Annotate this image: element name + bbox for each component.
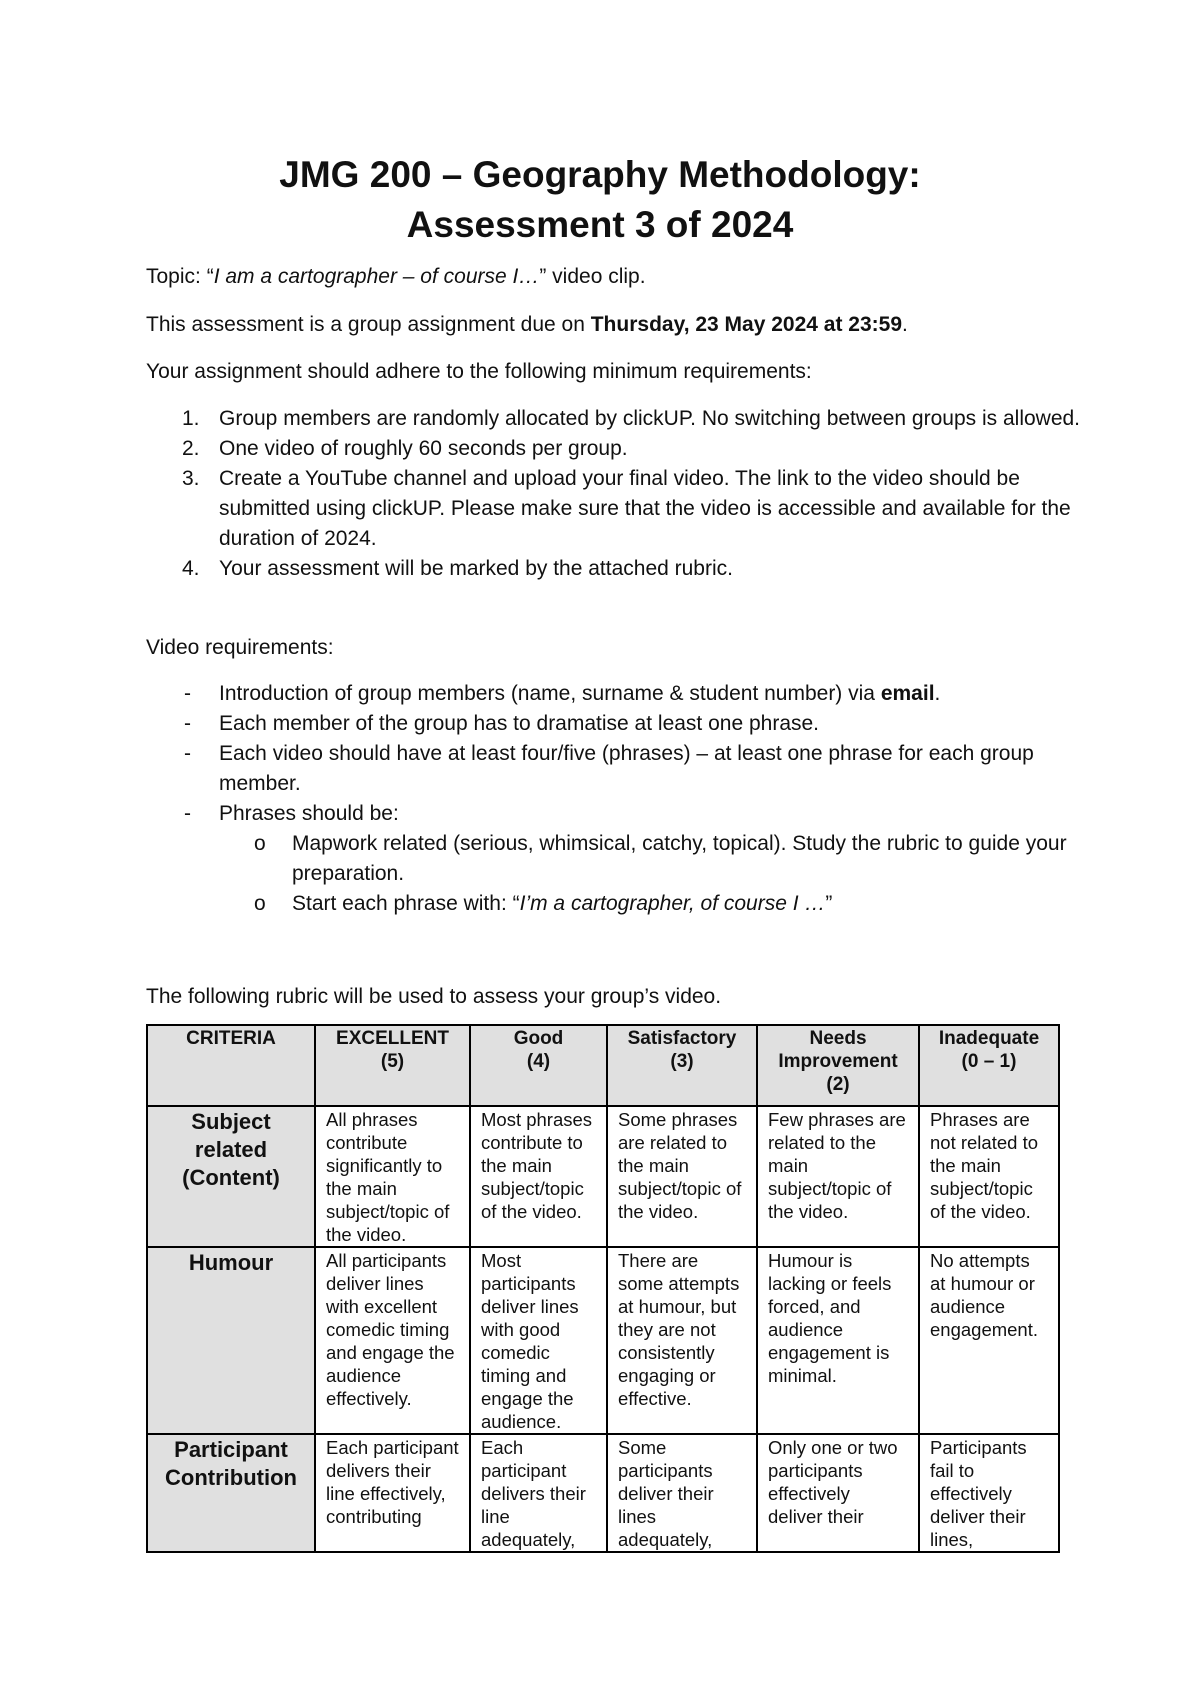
topic-prefix: Topic: “ bbox=[146, 265, 214, 288]
due-date: Thursday, 23 May 2024 at 23:59 bbox=[590, 313, 903, 336]
criteria-cell: Humour bbox=[147, 1247, 315, 1434]
rubric-header-row bbox=[147, 1025, 1059, 1106]
list-item-text: Group members are randomly allocated by clickUP. No switching between groups is allowed. bbox=[219, 407, 1081, 430]
table-row bbox=[147, 1106, 1059, 1247]
requirements-list bbox=[146, 404, 1086, 584]
table-cell: No attempts at humour or audience engagement. bbox=[919, 1247, 1059, 1434]
topic-italic: I am a cartographer – of course I… bbox=[213, 265, 540, 288]
page-title bbox=[0, 150, 1200, 250]
table-cell: Only one or two participants effectively deliver their bbox=[757, 1434, 919, 1552]
list-item-text: Introduction of group members (name, surname & student number) via bbox=[219, 682, 881, 705]
header-excellent: EXCELLENT (5) bbox=[315, 1025, 470, 1106]
table-cell: Most participants deliver lines with good comedic timing and engage the audience. bbox=[470, 1247, 607, 1434]
video-requirements-intro: Video requirements: bbox=[146, 636, 334, 659]
list-item bbox=[146, 464, 1086, 554]
list-item-text: Each video should have at least four/five (phrases) – at least one phrase for each group member. bbox=[219, 742, 1034, 795]
table-cell: There are some attempts at humour, but they are not consistently engaging or effective. bbox=[607, 1247, 757, 1434]
table-cell: All phrases contribute significantly to the main subject/topic of the video. bbox=[315, 1106, 470, 1247]
sub-list-item bbox=[146, 829, 1086, 889]
list-item-bold: email bbox=[880, 682, 935, 705]
list-marker: - bbox=[184, 742, 191, 765]
topic-suffix: ” video clip. bbox=[539, 265, 646, 288]
list-item bbox=[146, 404, 1086, 434]
header-good: Good (4) bbox=[470, 1025, 607, 1106]
list-item bbox=[146, 799, 1086, 829]
header-needs-improvement: Needs Improvement (2) bbox=[757, 1025, 919, 1106]
table-cell: Humour is lacking or feels forced, and audience engagement is minimal. bbox=[757, 1247, 919, 1434]
table-cell: Each participant delivers their line adequately, bbox=[470, 1434, 607, 1552]
list-marker: - bbox=[184, 802, 191, 825]
title-line-2: Assessment 3 of 2024 bbox=[406, 204, 794, 245]
sub-list-item-text: Mapwork related (serious, whimsical, catchy, topical). Study the rubric to guide your preparation. bbox=[292, 832, 1067, 885]
criteria-cell: Participant Contribution bbox=[147, 1434, 315, 1552]
sub-list-item-prefix: Start each phrase with: “ bbox=[292, 892, 520, 915]
due-prefix: This assessment is a group assignment due on bbox=[146, 313, 591, 336]
requirements-intro: Your assignment should adhere to the following minimum requirements: bbox=[146, 360, 812, 383]
header-inadequate: Inadequate (0 – 1) bbox=[919, 1025, 1059, 1106]
due-line bbox=[146, 310, 1086, 340]
table-cell: Some phrases are related to the main subject/topic of the video. bbox=[607, 1106, 757, 1247]
list-marker: 2. bbox=[182, 437, 200, 460]
list-marker: 3. bbox=[182, 467, 200, 490]
list-item bbox=[146, 679, 1086, 709]
sub-list-item-italic: I’m a cartographer, of course I … bbox=[519, 892, 826, 915]
sub-list-marker: o bbox=[254, 832, 266, 855]
due-suffix: . bbox=[902, 313, 908, 336]
sub-list-marker: o bbox=[254, 892, 266, 915]
header-satisfactory: Satisfactory (3) bbox=[607, 1025, 757, 1106]
table-cell: Most phrases contribute to the main subject/topic of the video. bbox=[470, 1106, 607, 1247]
list-item bbox=[146, 709, 1086, 739]
list-marker: 4. bbox=[182, 557, 200, 580]
video-requirements-list bbox=[146, 679, 1086, 919]
list-marker: 1. bbox=[182, 407, 200, 430]
rubric-intro: The following rubric will be used to assess your group’s video. bbox=[146, 985, 722, 1008]
table-cell: All participants deliver lines with excellent comedic timing and engage the audience effectively. bbox=[315, 1247, 470, 1434]
header-criteria: CRITERIA bbox=[147, 1025, 315, 1106]
list-item bbox=[146, 434, 1086, 464]
rubric-table bbox=[146, 1024, 1060, 1553]
criteria-cell: Subject related (Content) bbox=[147, 1106, 315, 1247]
topic-line bbox=[146, 262, 1086, 292]
title-line-1: JMG 200 – Geography Methodology: bbox=[279, 154, 921, 195]
list-item-text: Create a YouTube channel and upload your final video. The link to the video should be submitted using clickUP. Please make sure that the video is accessible and available for the duration of 2024. bbox=[219, 467, 1071, 550]
list-item-text: Phrases should be: bbox=[219, 802, 399, 825]
table-row bbox=[147, 1247, 1059, 1434]
table-cell: Each participant delivers their line effectively, contributing bbox=[315, 1434, 470, 1552]
list-item bbox=[146, 739, 1086, 799]
sub-list-item bbox=[146, 889, 1086, 919]
table-cell: Some participants deliver their lines adequately, bbox=[607, 1434, 757, 1552]
table-cell: Few phrases are related to the main subject/topic of the video. bbox=[757, 1106, 919, 1247]
table-cell: Phrases are not related to the main subject/topic of the video. bbox=[919, 1106, 1059, 1247]
list-marker: - bbox=[184, 682, 191, 705]
table-cell: Participants fail to effectively deliver their lines, bbox=[919, 1434, 1059, 1552]
list-item-text: Your assessment will be marked by the attached rubric. bbox=[219, 557, 733, 580]
list-marker: - bbox=[184, 712, 191, 735]
sub-list-item-suffix: ” bbox=[825, 892, 833, 915]
list-item-after: . bbox=[934, 682, 941, 705]
list-item-text: Each member of the group has to dramatise at least one phrase. bbox=[219, 712, 820, 735]
list-item-text: One video of roughly 60 seconds per group. bbox=[219, 437, 628, 460]
table-row bbox=[147, 1434, 1059, 1552]
list-item bbox=[146, 554, 1086, 584]
